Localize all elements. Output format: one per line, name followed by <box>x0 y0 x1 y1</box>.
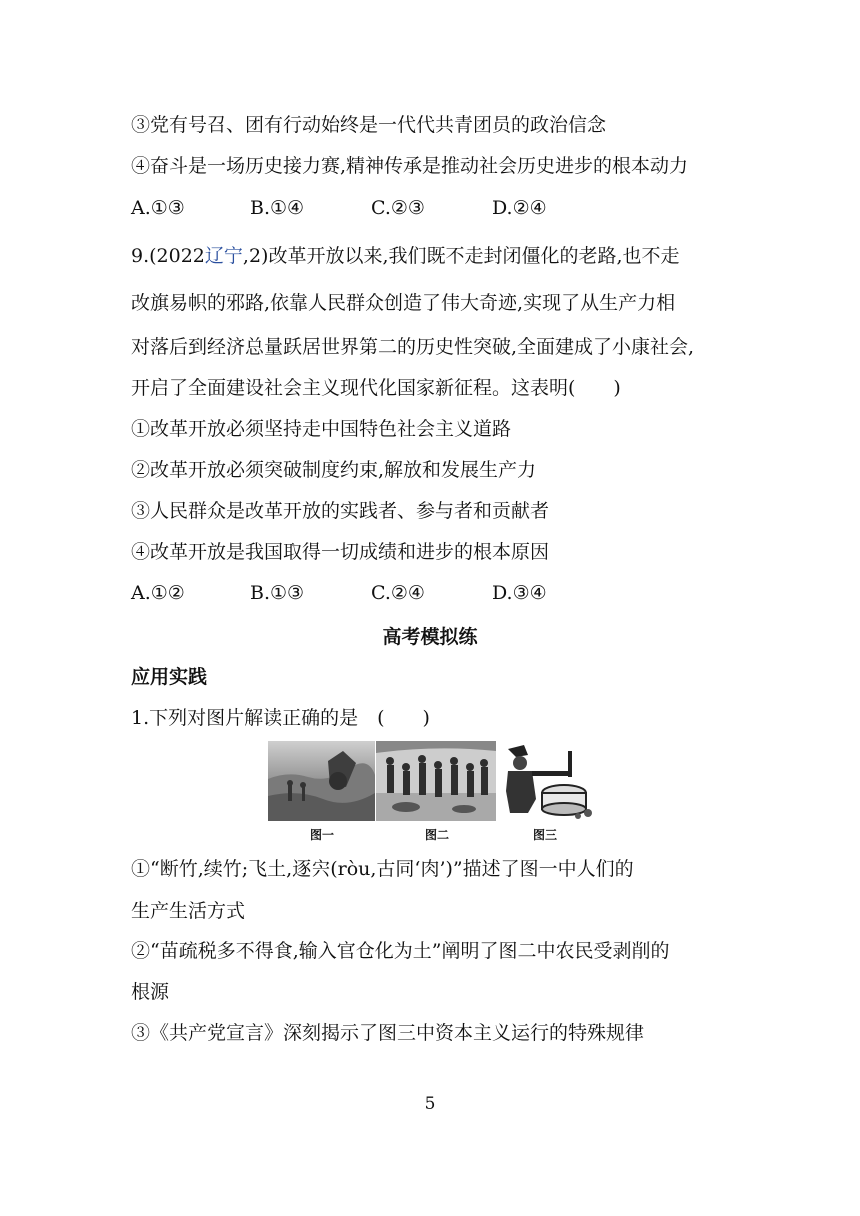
q9-option-d: D.③④ <box>492 582 547 604</box>
figure-2-image <box>376 741 496 821</box>
figure-3-caption: 图三 <box>532 828 557 842</box>
q1-stem: 1.下列对图片解读正确的是 ( ) <box>131 707 430 729</box>
q9-line-1-rest: ,2)改革开放以来,我们既不走封闭僵化的老路,也不走 <box>242 245 680 267</box>
subsection-title: 应用实践 <box>131 666 208 688</box>
prev-option-a: A.①③ <box>131 197 185 219</box>
prev-item-4: ④奋斗是一场历史接力赛,精神传承是推动社会历史进步的根本动力 <box>131 155 689 177</box>
figure-3-image <box>498 741 598 821</box>
q9-item-2: ②改革开放必须突破制度约束,解放和发展生产力 <box>131 459 537 481</box>
q1-item-2-line-1: ②“苗疏税多不得食,输入官仓化为土”阐明了图二中农民受剥削的 <box>131 940 670 962</box>
q1-item-1-line-2: 生产生活方式 <box>131 900 246 922</box>
q9-option-a: A.①② <box>131 582 185 604</box>
figure-1-image <box>268 741 375 821</box>
q9-number: 9.(2022 <box>131 245 205 267</box>
q1-item-1-line-1: ①“断竹,续竹;飞土,逐宍(ròu,古同‘肉’)”描述了图一中人们的 <box>131 858 634 880</box>
q9-province: 辽宁 <box>204 245 243 267</box>
q9-item-4: ④改革开放是我国取得一切成绩和进步的根本原因 <box>131 541 550 563</box>
figure-1-caption: 图一 <box>309 828 334 842</box>
q9-line-2: 改旗易帜的邪路,依靠人民群众创造了伟大奇迹,实现了从生产力相 <box>131 292 676 314</box>
page-number: 5 <box>424 1094 436 1114</box>
figure-2-caption: 图二 <box>424 828 449 842</box>
q9-item-3: ③人民群众是改革开放的实践者、参与者和贡献者 <box>131 500 550 522</box>
q1-item-2-line-2: 根源 <box>131 981 170 1003</box>
q9-option-c: C.②④ <box>371 582 425 604</box>
prev-option-d: D.②④ <box>492 197 547 219</box>
q9-line-4: 开启了全面建设社会主义现代化国家新征程。这表明( ) <box>131 377 621 399</box>
prev-option-b: B.①④ <box>250 197 305 219</box>
q9-item-1: ①改革开放必须坚持走中国特色社会主义道路 <box>131 418 512 440</box>
q9-option-b: B.①③ <box>250 582 305 604</box>
prev-option-c: C.②③ <box>371 197 425 219</box>
figure-strip <box>268 741 598 821</box>
section-title: 高考模拟练 <box>382 626 478 648</box>
q1-item-3: ③《共产党宣言》深刻揭示了图三中资本主义运行的特殊规律 <box>131 1022 645 1044</box>
prev-item-3: ③党有号召、团有行动始终是一代代共青团员的政治信念 <box>131 114 607 136</box>
q9-line-3: 对落后到经济总量跃居世界第二的历史性突破,全面建成了小康社会, <box>131 336 695 358</box>
q9-line-1 <box>131 243 680 269</box>
